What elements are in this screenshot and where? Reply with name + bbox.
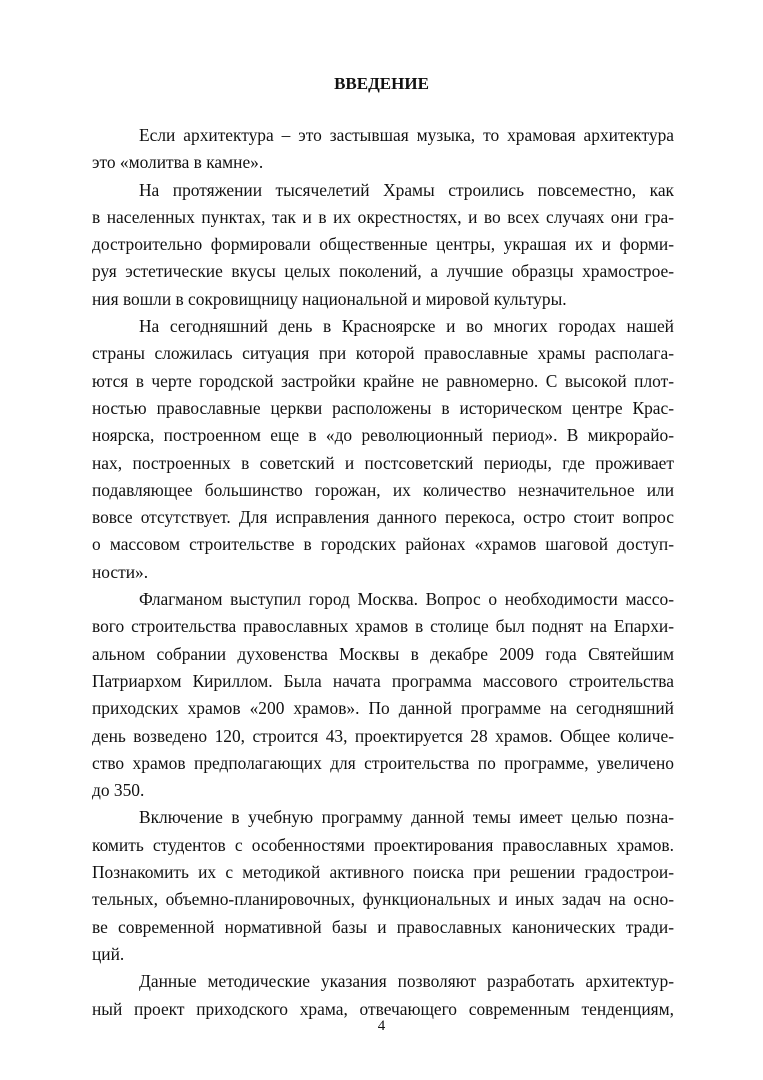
page-number: 4 <box>377 1018 386 1034</box>
page-title: ВВЕДЕНИЕ <box>334 74 429 93</box>
text-line: ности». <box>92 561 149 582</box>
text-line: нах, построенных в советский и постсоветский периоды, где проживает <box>92 452 674 473</box>
text-line: На сегодняшний день в Красноярске и во многих городах нашей <box>139 316 674 337</box>
paragraph <box>92 313 674 586</box>
text-line: ются в черте городской застройки крайне не равномерно. С высокой плот- <box>92 370 674 391</box>
text-line: до 350. <box>92 780 145 801</box>
text-line: приходских храмов «200 храмов». По данной программе на сегодняшний <box>92 698 674 719</box>
text-line: комить студентов с особенностями проектирования православных храмов. <box>92 834 674 855</box>
text-line: Если архитектура – это застывшая музыка, то храмовая архитектура <box>139 125 674 145</box>
text-line: Флагманом выступил город Москва. Вопрос о необходимости массо- <box>139 589 674 610</box>
text-line: ностью православные церкви расположены в историческом центре Крас- <box>92 397 674 418</box>
text-line: день возведено 120, строится 43, проектируется 28 храмов. Общее количе- <box>92 725 674 746</box>
paragraph <box>92 968 674 1023</box>
body-text <box>92 122 674 1023</box>
text-line: ния вошли в сокровищницу национальной и мировой культуры. <box>92 288 567 309</box>
text-line: о массовом строительстве в городских районах «храмов шаговой доступ- <box>92 534 674 555</box>
paragraph <box>92 122 674 177</box>
text-line: Патриархом Кириллом. Была начата программа массового строительства <box>92 670 674 691</box>
text-line: Познакомить их с методикой активного поиска при решении градострои- <box>92 862 674 883</box>
text-line: На протяжении тысячелетий Храмы строились повсеместно, как <box>139 179 674 200</box>
text-line: ный проект приходского храма, отвечающего современным тенденциям, <box>92 998 674 1019</box>
text-line: руя эстетические вкусы целых поколений, а лучшие образцы храмострое- <box>92 261 674 282</box>
text-line: Включение в учебную программу данной темы имеет целью позна- <box>139 807 674 828</box>
text-line: в населенных пунктах, так и в их окрестностях, и во всех случаях они гра- <box>92 206 674 227</box>
text-line: Данные методические указания позволяют разработать архитектур- <box>139 971 674 992</box>
text-line: ций. <box>92 943 125 964</box>
text-line: ство храмов предполагающих для строительства по программе, увеличено <box>92 752 674 773</box>
text-line: ве современной нормативной базы и православных канонических тради- <box>92 916 674 937</box>
paragraph <box>92 177 674 313</box>
text-line: это «молитва в камне». <box>92 152 264 173</box>
text-line: страны сложилась ситуация при которой православные храмы располага- <box>92 343 674 364</box>
text-line: вого строительства православных храмов в столице был поднят на Епархи- <box>92 616 674 637</box>
text-line: вовсе отсутствует. Для исправления данного перекоса, остро стоит вопрос <box>92 507 674 528</box>
text-line: ноярска, построенном еще в «до революционный период». В микрорайо- <box>92 425 674 446</box>
text-line: достроительно формировали общественные центры, украшая их и форми- <box>92 234 674 255</box>
paragraph <box>92 586 674 804</box>
text-line: тельных, объемно-планировочных, функциональных и иных задач на осно- <box>92 889 674 910</box>
text-line: подавляющее большинство горожан, их количество незначительное или <box>92 479 674 500</box>
text-line: альном собрании духовенства Москвы в декабре 2009 года Святейшим <box>92 643 674 664</box>
paragraph <box>92 804 674 968</box>
